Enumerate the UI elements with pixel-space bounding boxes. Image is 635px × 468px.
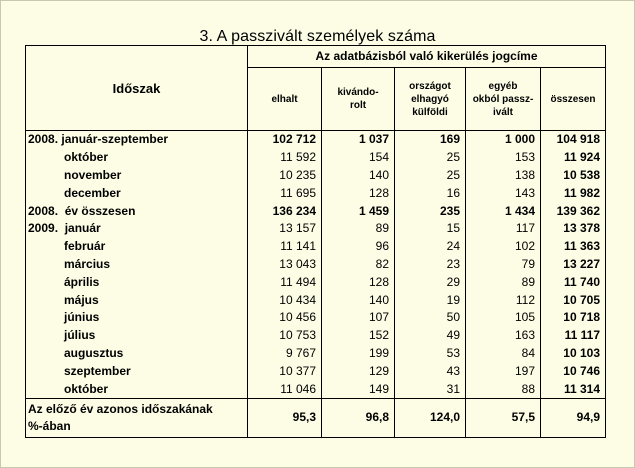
table-cell: 1 037 bbox=[322, 131, 395, 149]
table-cell: 49 bbox=[395, 327, 466, 345]
column-header: elhalt bbox=[248, 68, 322, 131]
table-cell: 89 bbox=[322, 220, 395, 238]
table-row bbox=[26, 184, 606, 202]
table-cell: 96 bbox=[322, 238, 395, 256]
table-cell: 140 bbox=[322, 291, 395, 309]
row-label: 2009. január bbox=[26, 220, 248, 238]
table-cell: 105 bbox=[466, 309, 541, 327]
table-cell: 112 bbox=[466, 291, 541, 309]
table-cell: 163 bbox=[466, 327, 541, 345]
table-cell: 13 227 bbox=[541, 256, 606, 274]
table-cell: 197 bbox=[466, 362, 541, 380]
table-cell: 1 434 bbox=[466, 202, 541, 220]
table-cell: 199 bbox=[322, 345, 395, 363]
table-cell: 153 bbox=[466, 149, 541, 167]
row-label: március bbox=[26, 256, 248, 274]
table-row bbox=[26, 256, 606, 274]
table-cell: 82 bbox=[322, 256, 395, 274]
table-cell: 11 924 bbox=[541, 149, 606, 167]
footer-label-line1: Az előző év azonos időszakának bbox=[28, 401, 213, 416]
row-label: május bbox=[26, 291, 248, 309]
table-cell: 31 bbox=[395, 380, 466, 398]
table-cell: 10 377 bbox=[248, 362, 322, 380]
table-cell: 50 bbox=[395, 309, 466, 327]
table-cell: 10 718 bbox=[541, 309, 606, 327]
table-cell: 1 000 bbox=[466, 131, 541, 149]
table-cell: 53 bbox=[395, 345, 466, 363]
footer-label-line2: %-ában bbox=[28, 418, 71, 433]
table-cell: 11 740 bbox=[541, 273, 606, 291]
table-cell: 136 234 bbox=[248, 202, 322, 220]
row-label: október bbox=[26, 149, 248, 167]
table-cell: 29 bbox=[395, 273, 466, 291]
table-row bbox=[26, 220, 606, 238]
row-label: április bbox=[26, 273, 248, 291]
table-cell: 10 705 bbox=[541, 291, 606, 309]
table-cell: 11 363 bbox=[541, 238, 606, 256]
row-label: december bbox=[26, 184, 248, 202]
table-cell: 9 767 bbox=[248, 345, 322, 363]
table-cell: 15 bbox=[395, 220, 466, 238]
row-label: november bbox=[26, 167, 248, 185]
table-row bbox=[26, 149, 606, 167]
table-cell: 88 bbox=[466, 380, 541, 398]
table-row bbox=[26, 131, 606, 149]
table-cell: 10 235 bbox=[248, 167, 322, 185]
table-cell: 11 494 bbox=[248, 273, 322, 291]
row-label: 2008. év összesen bbox=[26, 202, 248, 220]
table-cell: 129 bbox=[322, 362, 395, 380]
table-cell: 11 117 bbox=[541, 327, 606, 345]
table-cell: 11 592 bbox=[248, 149, 322, 167]
row-label: 2008. január-szeptember bbox=[26, 131, 248, 149]
table-row bbox=[26, 273, 606, 291]
row-label: szeptember bbox=[26, 362, 248, 380]
table-cell: 143 bbox=[466, 184, 541, 202]
footer-cell: 95,3 bbox=[248, 398, 322, 437]
footer-row bbox=[26, 398, 606, 437]
footer-cell: 57,5 bbox=[466, 398, 541, 437]
table-cell: 149 bbox=[322, 380, 395, 398]
footer-cell: 96,8 bbox=[322, 398, 395, 437]
table-cell: 23 bbox=[395, 256, 466, 274]
table-cell: 10 753 bbox=[248, 327, 322, 345]
table-cell: 11 314 bbox=[541, 380, 606, 398]
table-cell: 235 bbox=[395, 202, 466, 220]
table-cell: 138 bbox=[466, 167, 541, 185]
column-header: kivándo- rolt bbox=[322, 68, 395, 131]
table-row bbox=[26, 309, 606, 327]
table-cell: 13 157 bbox=[248, 220, 322, 238]
table-cell: 25 bbox=[395, 149, 466, 167]
table-cell: 104 918 bbox=[541, 131, 606, 149]
footer-label bbox=[26, 398, 248, 437]
footer-cell: 94,9 bbox=[541, 398, 606, 437]
table-cell: 79 bbox=[466, 256, 541, 274]
table-cell: 25 bbox=[395, 167, 466, 185]
table-row bbox=[26, 380, 606, 398]
table-row bbox=[26, 238, 606, 256]
table-row bbox=[26, 362, 606, 380]
table-cell: 10 538 bbox=[541, 167, 606, 185]
column-header: országot elhagyó külföldi bbox=[395, 68, 466, 131]
table-cell: 24 bbox=[395, 238, 466, 256]
table-cell: 139 362 bbox=[541, 202, 606, 220]
table-cell: 11 695 bbox=[248, 184, 322, 202]
table-cell: 16 bbox=[395, 184, 466, 202]
table-cell: 10 434 bbox=[248, 291, 322, 309]
table-cell: 128 bbox=[322, 273, 395, 291]
table-row bbox=[26, 291, 606, 309]
table-cell: 13 378 bbox=[541, 220, 606, 238]
table-cell: 10 103 bbox=[541, 345, 606, 363]
table-cell: 117 bbox=[466, 220, 541, 238]
table-cell: 128 bbox=[322, 184, 395, 202]
row-label: július bbox=[26, 327, 248, 345]
row-label: június bbox=[26, 309, 248, 327]
row-label: augusztus bbox=[26, 345, 248, 363]
table-cell: 11 141 bbox=[248, 238, 322, 256]
table-cell: 10 456 bbox=[248, 309, 322, 327]
table-cell: 89 bbox=[466, 273, 541, 291]
table-cell: 140 bbox=[322, 167, 395, 185]
passive-persons-table bbox=[25, 45, 606, 438]
table-cell: 43 bbox=[395, 362, 466, 380]
table-cell: 13 043 bbox=[248, 256, 322, 274]
footer-cell: 124,0 bbox=[395, 398, 466, 437]
column-header: összesen bbox=[541, 68, 606, 131]
row-label: október bbox=[26, 380, 248, 398]
table-cell: 10 746 bbox=[541, 362, 606, 380]
table-title: 3. A passzivált személyek száma bbox=[199, 28, 436, 45]
table-cell: 152 bbox=[322, 327, 395, 345]
table-cell: 169 bbox=[395, 131, 466, 149]
table-cell: 154 bbox=[322, 149, 395, 167]
table-row bbox=[26, 202, 606, 220]
table-cell: 11 046 bbox=[248, 380, 322, 398]
table-cell: 102 712 bbox=[248, 131, 322, 149]
table-cell: 19 bbox=[395, 291, 466, 309]
group-header: Az adatbázisból való kikerülés jogcíme bbox=[248, 46, 606, 68]
table-row bbox=[26, 167, 606, 185]
table-row bbox=[26, 327, 606, 345]
table-cell: 84 bbox=[466, 345, 541, 363]
table-row bbox=[26, 345, 606, 363]
column-header: egyéb okból passz- ivált bbox=[466, 68, 541, 131]
period-header: Időszak bbox=[26, 46, 248, 131]
row-label: február bbox=[26, 238, 248, 256]
table-cell: 102 bbox=[466, 238, 541, 256]
table-cell: 107 bbox=[322, 309, 395, 327]
table-cell: 1 459 bbox=[322, 202, 395, 220]
table-cell: 11 982 bbox=[541, 184, 606, 202]
